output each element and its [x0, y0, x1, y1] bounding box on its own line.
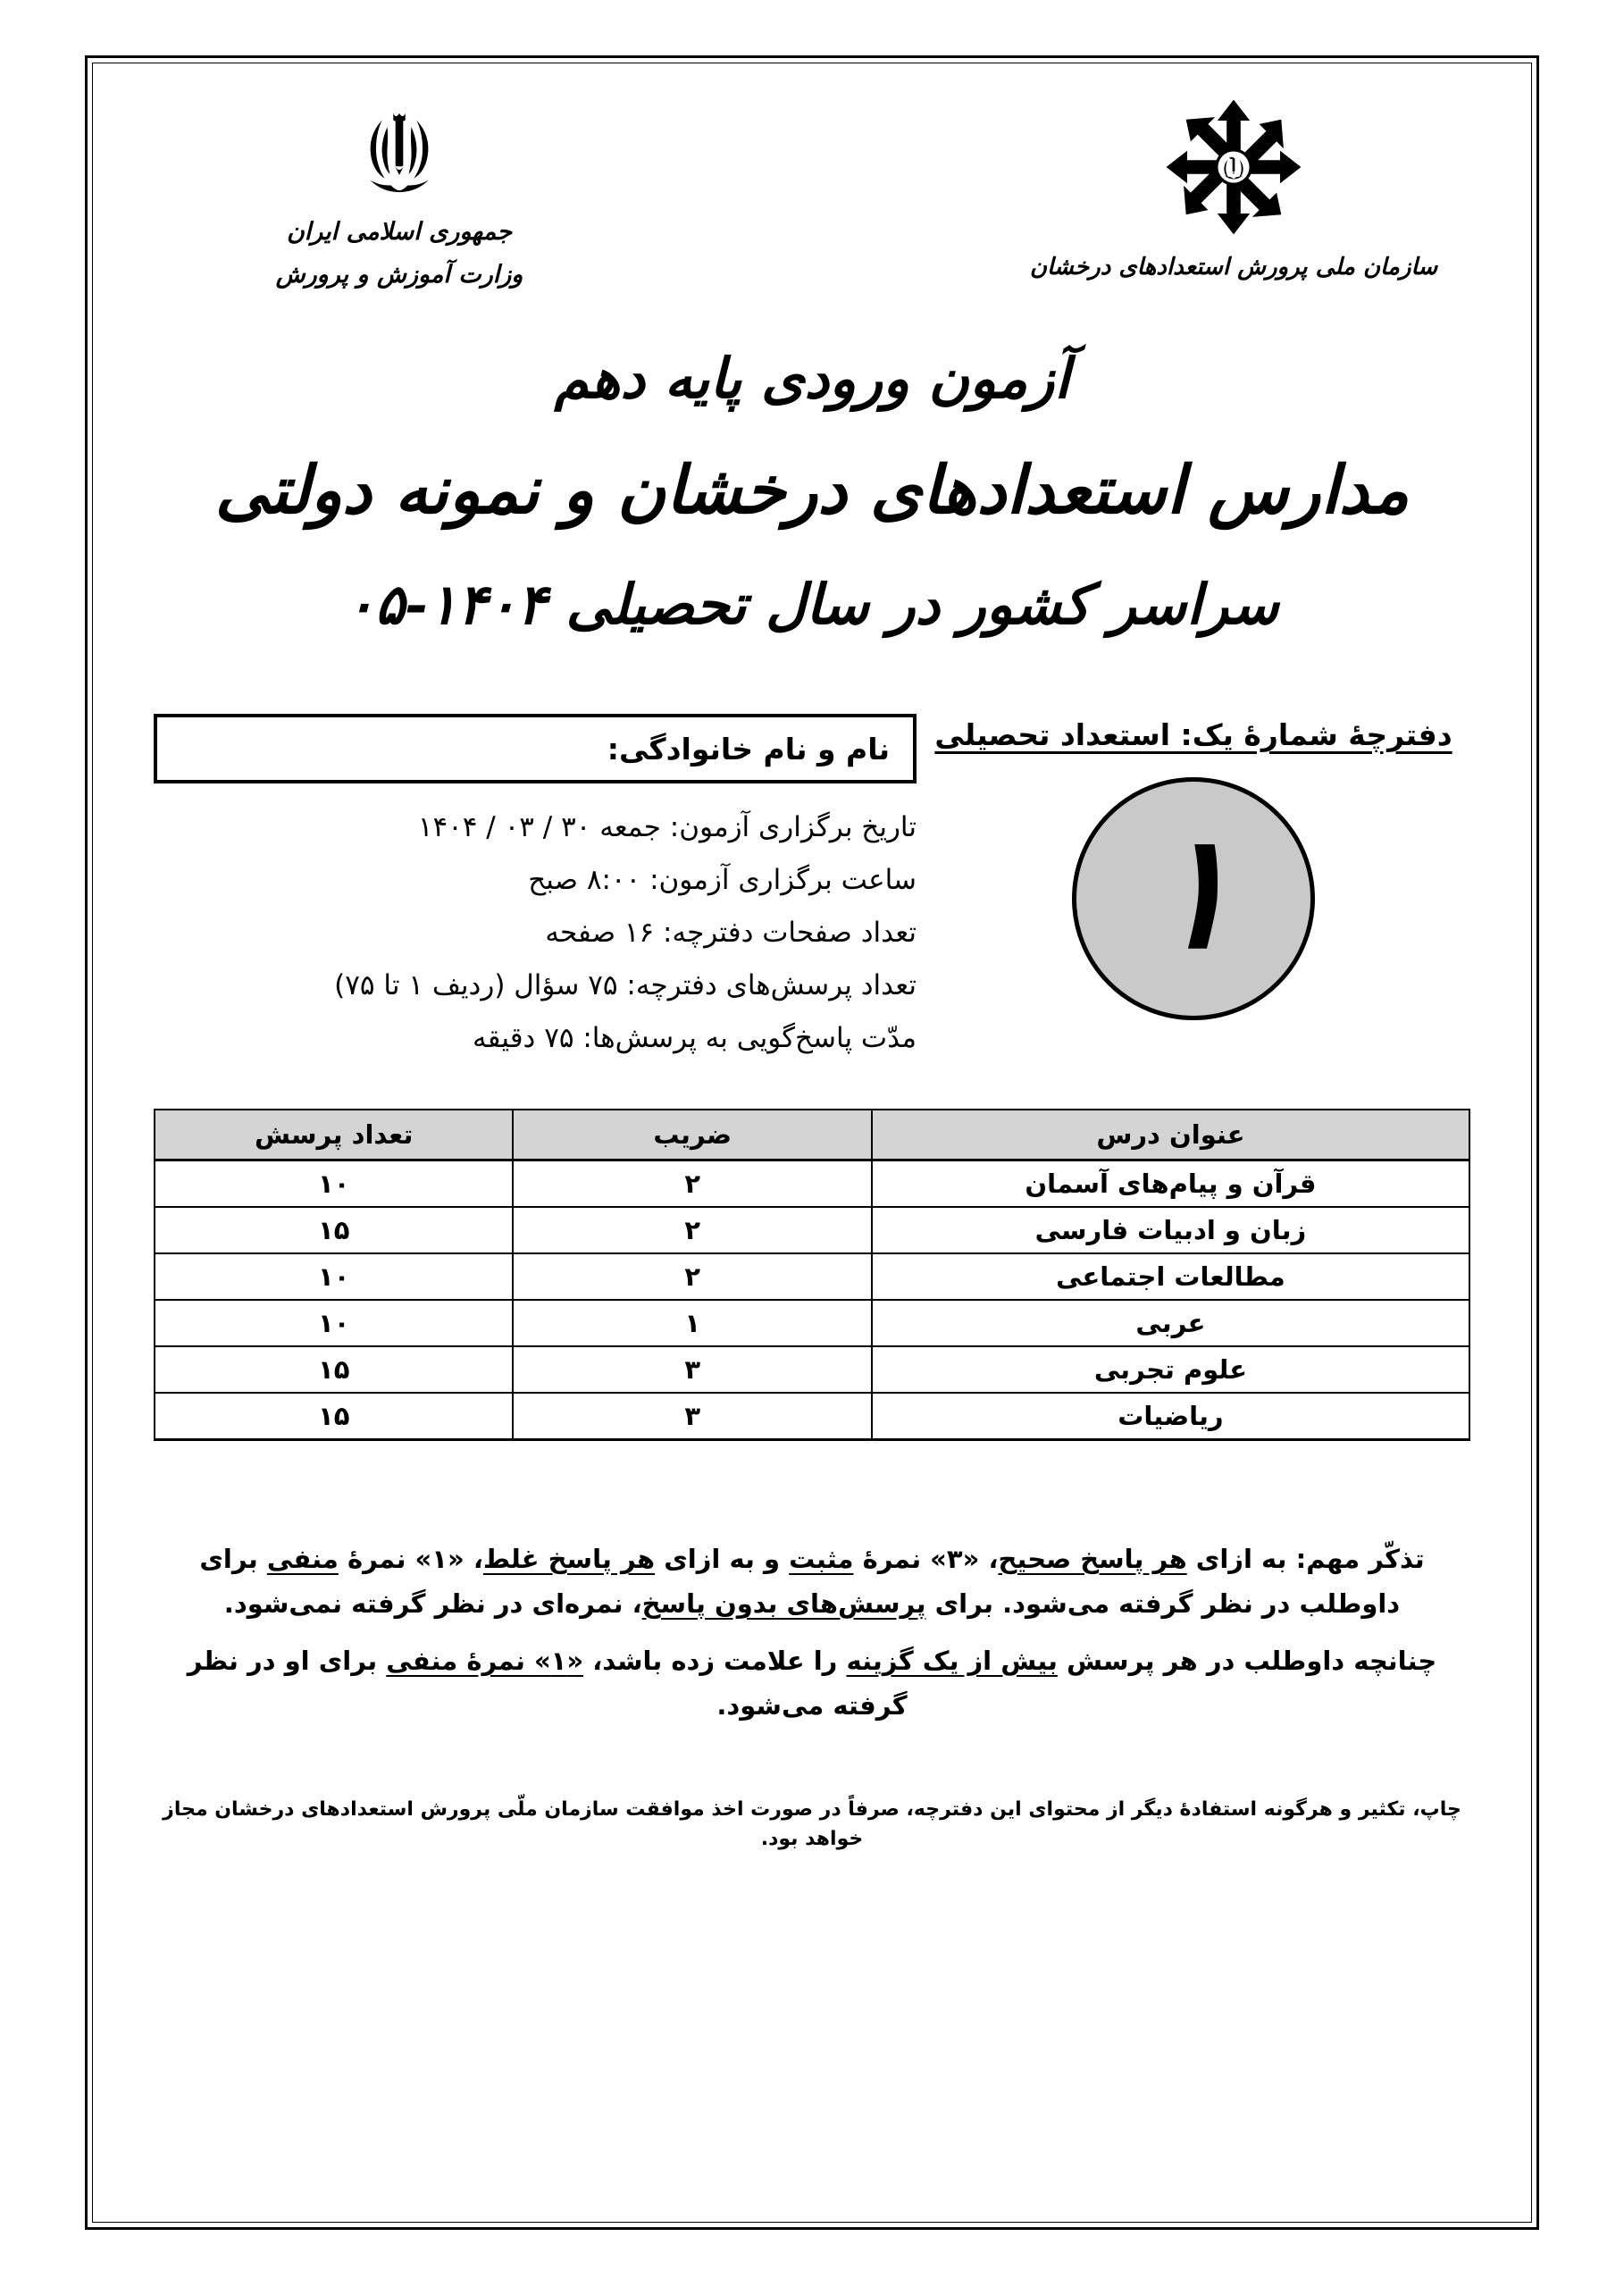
note-scoring-mid-3: ، «۱» نمرۀ — [338, 1544, 483, 1574]
note-multi-suffix: برای او در نظر گرفته می‌شود. — [187, 1645, 908, 1721]
cell-weight: ۲ — [513, 1207, 871, 1253]
government-branding — [189, 97, 609, 294]
booklet-number-badge — [1072, 777, 1315, 1020]
note-scoring-underline-5: پرسش‌های بدون پاسخ — [641, 1587, 926, 1619]
cell-count: ۱۵ — [155, 1346, 513, 1393]
page-header — [154, 67, 1470, 335]
cell-weight: ۳ — [513, 1393, 871, 1440]
exam-info-questions: تعداد پرسش‌های دفترچه: ۷۵ سؤال (ردیف ۱ تا ۷۵) — [334, 969, 917, 1001]
cell-count: ۱۵ — [155, 1393, 513, 1440]
note-scoring-suffix: برای داوطلب در نظر گرفته می‌شود. برای — [199, 1544, 1401, 1619]
note-scoring-tail: ، نمره‌ای در نظر گرفته نمی‌شود. — [223, 1587, 642, 1619]
note-multi-underline-2: «۱» نمرۀ منفی — [386, 1645, 584, 1676]
organization-branding — [1024, 97, 1444, 285]
note-scoring-underline-3: هر پاسخ غلط — [482, 1544, 656, 1574]
table-row — [155, 1253, 1469, 1300]
table-row — [155, 1207, 1469, 1253]
copyright-notice: چاپ، تکثیر و هرگونه استفادۀ دیگر از محتوای این دفترچه، صرفاً در صورت اخذ موافقت سازمان ملّی پرورش استعدادهای درخشان مجاز خواهد بود. — [163, 1797, 1461, 1850]
exam-info-pages: تعداد صفحات دفترچه: ۱۶ صفحه — [545, 917, 917, 949]
exam-title-line-3: سراسر کشور در سال تحصیلی ۱۴۰۴-۰۵ — [345, 572, 1279, 637]
exam-title-line-1: آزمون ورودی پایه دهم — [554, 346, 1070, 411]
exam-info-region — [154, 714, 1470, 1089]
candidate-name-label: نام و نام خانوادگی: — [607, 731, 890, 767]
cell-subject: علوم تجربی — [872, 1346, 1469, 1393]
note-scoring-mid-1: ، «۳» نمرۀ — [853, 1544, 999, 1574]
org-brand-line-1: سازمان ملی پرورش استعدادهای درخشان — [1029, 254, 1438, 281]
exam-info-date: تاریخ برگزاری آزمون: جمعه ۳۰ / ۰۳ / ۱۴۰۴ — [417, 811, 917, 843]
table-row — [155, 1346, 1469, 1393]
important-notes — [154, 1537, 1470, 1729]
exam-title-line-2: مدارس استعدادهای درخشان و نمونه دولتی — [214, 452, 1410, 529]
table-row — [155, 1160, 1469, 1208]
booklet-identifier — [917, 714, 1470, 1089]
exam-info-duration: مدّت پاسخ‌گویی به پرسش‌ها: ۷۵ دقیقه — [473, 1022, 917, 1054]
cell-count: ۱۰ — [155, 1300, 513, 1346]
note-scoring-mid-2: و به ازای — [655, 1544, 790, 1574]
cell-subject: زبان و ادبیات فارسی — [872, 1207, 1469, 1253]
note-multi-underline-1: بیش از یک گزینه — [846, 1645, 1058, 1676]
note-scoring-underline-1: هر پاسخ صحیح — [998, 1544, 1187, 1574]
exam-info-time: ساعت برگزاری آزمون: ۸:۰۰ صبح — [528, 864, 917, 896]
subjects-table — [154, 1109, 1470, 1441]
note-scoring-underline-4: منفی — [266, 1544, 339, 1574]
cell-subject: مطالعات اجتماعی — [872, 1253, 1469, 1300]
booklet-number: ۱ — [1151, 800, 1235, 984]
table-header-count: تعداد پرسش — [155, 1110, 513, 1160]
candidate-and-exam-details — [154, 714, 917, 1089]
exam-info-list — [154, 811, 917, 1077]
cell-weight: ۳ — [513, 1346, 871, 1393]
cell-weight: ۱ — [513, 1300, 871, 1346]
cell-count: ۱۵ — [155, 1207, 513, 1253]
note-multi-prefix: چنانچه داوطلب در هر پرسش — [1057, 1645, 1437, 1676]
note-scoring — [154, 1537, 1470, 1627]
cell-weight: ۲ — [513, 1160, 871, 1208]
gov-brand-line-2: وزارت آموزش و پرورش — [275, 260, 523, 289]
candidate-name-field[interactable] — [154, 714, 917, 783]
booklet-label: دفترچهٔ شمارهٔ یک: استعداد تحصیلی — [934, 717, 1452, 752]
gov-brand-line-1: جمهوری اسلامی ایران — [286, 218, 513, 246]
note-scoring-underline-2: مثبت — [789, 1544, 854, 1574]
note-scoring-prefix: تذکّر مهم: به ازای — [1186, 1544, 1425, 1574]
table-header-row — [155, 1110, 1469, 1160]
cell-count: ۱۰ — [155, 1253, 513, 1300]
sampad-logo-icon — [1164, 97, 1303, 240]
cell-subject: عربی — [872, 1300, 1469, 1346]
cell-subject: ریاضیات — [872, 1393, 1469, 1440]
table-row — [155, 1393, 1469, 1440]
iran-national-emblem-icon — [356, 97, 442, 208]
note-multiple-answers — [154, 1639, 1470, 1729]
exam-titles — [154, 346, 1470, 637]
note-multi-mid: را علامت زده باشد، — [583, 1645, 847, 1676]
table-row — [155, 1300, 1469, 1346]
table-header-subject: عنوان درس — [872, 1110, 1469, 1160]
table-header-weight: ضریب — [513, 1110, 871, 1160]
cell-weight: ۲ — [513, 1253, 871, 1300]
page-content — [98, 67, 1526, 2220]
cell-count: ۱۰ — [155, 1160, 513, 1208]
cell-subject: قرآن و پیام‌های آسمان — [872, 1160, 1469, 1208]
